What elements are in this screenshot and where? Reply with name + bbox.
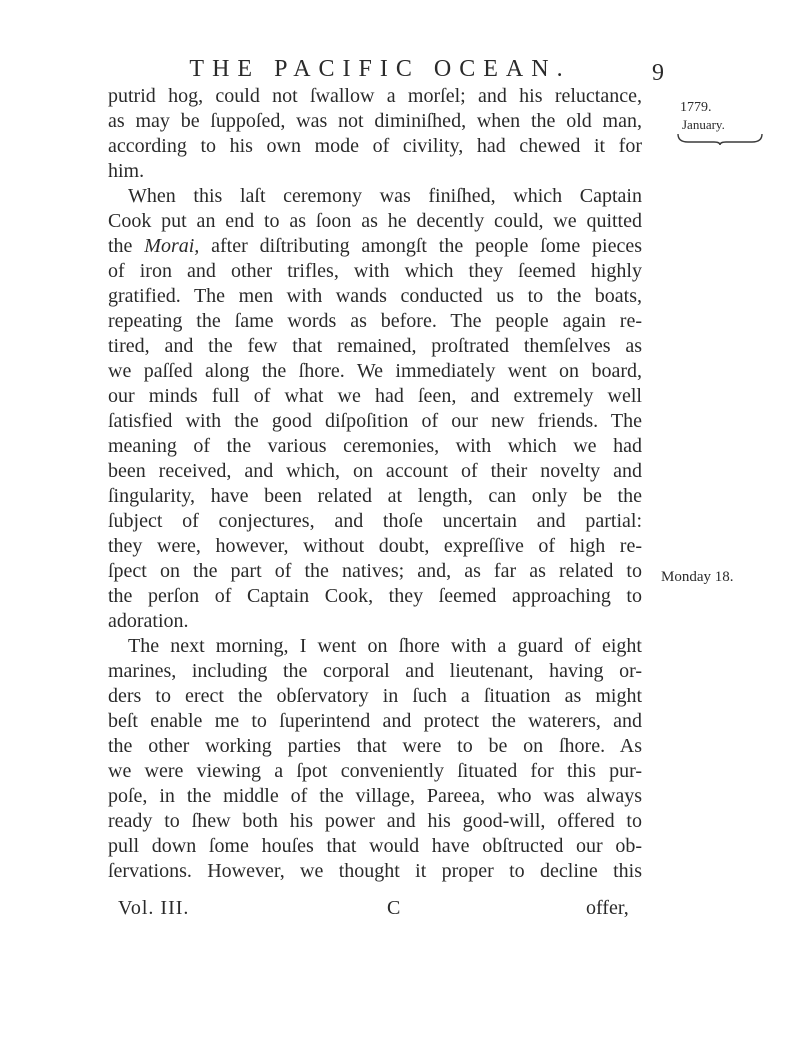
text-line: ſubject of conjectures, and thoſe uncertain and partial: <box>108 510 642 532</box>
page-number: 9 <box>652 60 664 86</box>
volume-number: Vol. III. <box>118 897 190 919</box>
margin-brace-icon <box>676 132 764 146</box>
body-text <box>108 84 642 884</box>
text-line: him. <box>108 160 145 182</box>
text-line-rest: after diſtributing amongſt the people ſome pieces <box>211 235 643 257</box>
text-line: adoration. <box>108 610 189 632</box>
text-line: the other working parties that were to be on ſhore. As <box>108 735 642 757</box>
text-line: the perſon of Captain Cook, they ſeemed approaching to <box>108 585 642 607</box>
text-line: Cook put an end to as ſoon as he decently could, we quitted <box>108 210 642 232</box>
signature-mark: C <box>387 897 401 919</box>
margin-note-year: 1779. <box>680 100 712 115</box>
running-head: THE PACIFIC OCEAN. <box>189 56 571 82</box>
text-line: When this laſt ceremony was finiſhed, which Captain <box>128 185 642 207</box>
text-line: beſt enable me to ſuperintend and protect the waterers, and <box>108 710 642 732</box>
text-line: gratified. The men with wands conducted us to the boats, <box>108 285 642 307</box>
text-line: of iron and other trifles, with which they ſeemed highly <box>108 260 642 282</box>
text-line: ſpect on the part of the natives; and, as far as related to <box>108 560 642 582</box>
text-line: pull down ſome houſes that would have obſtructed our ob- <box>108 835 642 857</box>
text-line: been received, and which, on account of their novelty and <box>108 460 642 482</box>
text-line: ready to ſhew both his power and his good-will, offered to <box>108 810 642 832</box>
text-line: we were viewing a ſpot conveniently ſituated for this pur- <box>108 760 642 782</box>
text-line: ſatisfied with the good diſpoſition of our new friends. The <box>108 410 642 432</box>
margin-note-month: January. <box>682 117 725 132</box>
text-line: poſe, in the middle of the village, Pareea, who was always <box>108 785 642 807</box>
text-line: The next morning, I went on ſhore with a guard of eight <box>128 635 642 657</box>
text-line: ſervations. However, we thought it proper to decline this <box>108 860 642 882</box>
text-line-with-italic <box>108 234 642 259</box>
text-line: they were, however, without doubt, expreſſive of high re- <box>108 535 642 557</box>
text-line: repeating the ſame words as before. The people again re- <box>108 310 642 332</box>
italic-place-name: Morai, <box>144 235 200 257</box>
text-line: ſingularity, have been related at length, can only be the <box>108 485 642 507</box>
text-line: putrid hog, could not ſwallow a morſel; and his reluctance, <box>108 85 642 107</box>
text-line: tired, and the few that remained, proſtrated themſelves as <box>108 335 642 357</box>
text-line: ders to erect the obſervatory in ſuch a ſituation as might <box>108 685 642 707</box>
italic-lead: the <box>108 235 133 257</box>
text-line: our minds full of what we had ſeen, and extremely well <box>108 385 642 407</box>
text-line: as may be ſuppoſed, was not diminiſhed, when the old man, <box>108 110 642 132</box>
text-line: according to his own mode of civility, had chewed it for <box>108 135 642 157</box>
text-line: we paſſed along the ſhore. We immediately went on board, <box>108 360 642 382</box>
catchword: offer, <box>586 897 629 919</box>
margin-note-date: Monday 18. <box>661 569 734 585</box>
text-line: marines, including the corporal and lieutenant, having or- <box>108 660 642 682</box>
text-line: meaning of the various ceremonies, with which we had <box>108 435 642 457</box>
